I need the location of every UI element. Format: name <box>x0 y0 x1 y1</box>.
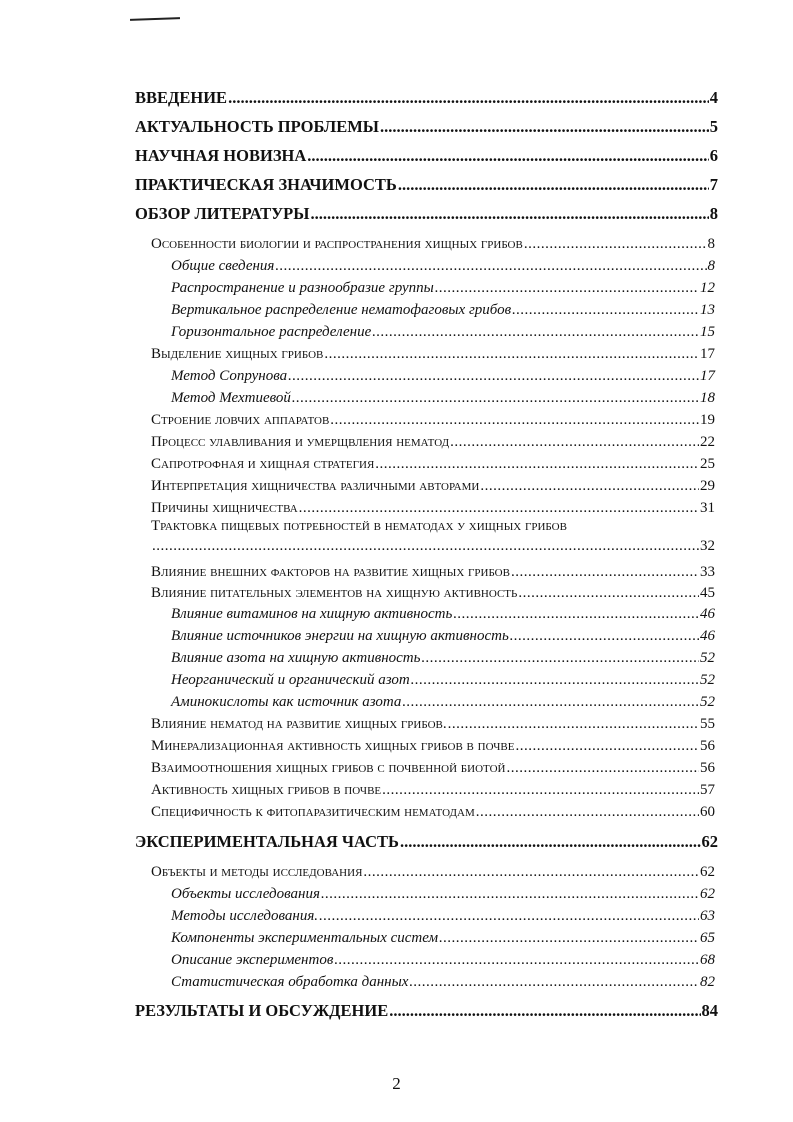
toc-entry-label: Методы исследования. <box>171 908 319 924</box>
toc-entry-page: 45 <box>700 585 715 601</box>
toc-entry-page: 6 <box>709 146 718 165</box>
toc-entry-label: Трактовка пищевых потребностей в нематодах у хищных грибов <box>151 518 567 534</box>
toc-entry[interactable] <box>171 324 715 341</box>
toc-entry-page: 13 <box>700 302 715 318</box>
dot-leader <box>421 650 699 667</box>
toc-entry-label: Особенности биологии и распространения хищных грибов <box>151 236 523 252</box>
toc-entry-label: Специфичность к фитопаразитическим нематодам <box>151 804 475 820</box>
toc-entry-label: Влияние источников энергии на хищную активность <box>171 628 509 644</box>
toc-entry[interactable] <box>171 628 715 645</box>
toc-entry-page: 56 <box>700 738 715 754</box>
dot-leader <box>372 324 699 341</box>
toc-entry[interactable] <box>171 930 715 947</box>
toc-entry[interactable] <box>171 886 715 903</box>
toc-entry[interactable] <box>171 952 715 969</box>
toc-entry-label: Вертикальное распределение нематофаговых грибов <box>171 302 512 318</box>
toc-entry[interactable] <box>151 804 715 821</box>
dot-leader <box>518 585 699 602</box>
toc-entry[interactable] <box>151 518 715 558</box>
dot-leader <box>319 908 699 925</box>
toc-entry-page: 25 <box>700 456 715 472</box>
toc-entry-label: Влияние витаминов на хищную активность <box>171 606 453 622</box>
toc-entry[interactable] <box>171 908 715 925</box>
toc-entry[interactable] <box>151 412 715 429</box>
toc-entry-label: Описание экспериментов <box>171 952 334 968</box>
toc-entry[interactable] <box>151 760 715 777</box>
toc-entry-label: Сапротрофная и хищная стратегия <box>151 456 375 472</box>
toc-entry-page: 5 <box>709 117 718 136</box>
dot-leader <box>480 478 699 495</box>
toc-entry-label: РЕЗУЛЬТАТЫ И ОБСУЖДЕНИЕ <box>135 1001 389 1020</box>
toc-entry[interactable] <box>151 864 715 881</box>
dot-leader <box>512 302 699 319</box>
toc-entry-label: Аминокислоты как источник азота <box>171 694 402 710</box>
dot-leader <box>398 175 709 195</box>
toc-entry[interactable] <box>151 738 715 755</box>
toc-entry[interactable] <box>171 368 715 385</box>
toc-entry-label: ПРАКТИЧЕСКАЯ ЗНАЧИМОСТЬ <box>135 175 397 194</box>
toc-entry-novelty[interactable] <box>135 146 718 166</box>
dot-leader <box>511 564 699 581</box>
toc-entry-label: Метод Сопрунова <box>171 368 288 384</box>
toc-entry-label: ЭКСПЕРИМЕНТАЛЬНАЯ ЧАСТЬ <box>135 832 399 851</box>
dot-leader <box>411 672 699 689</box>
dot-leader <box>330 412 699 429</box>
page-number: 2 <box>392 1074 401 1093</box>
toc-entry-label: НАУЧНАЯ НОВИЗНА <box>135 146 307 165</box>
toc-entry-label: ВВЕДЕНИЕ <box>135 88 228 107</box>
toc-entry[interactable] <box>151 564 715 581</box>
toc-entry-page: 62 <box>700 886 715 902</box>
toc-entry-page: 17 <box>700 346 715 362</box>
toc-entry-page: 52 <box>700 650 715 666</box>
dot-leader <box>275 258 706 275</box>
toc-entry[interactable] <box>171 694 715 711</box>
toc-entry-label: Метод Мехтиевой <box>171 390 291 406</box>
dot-leader <box>334 952 699 969</box>
toc-entry-label: Влияние нематод на развитие хищных грибов. <box>151 716 447 732</box>
dot-leader <box>453 606 699 623</box>
toc-entry[interactable] <box>151 434 715 451</box>
toc-entry[interactable] <box>171 672 715 689</box>
toc-entry-page: 63 <box>700 908 715 924</box>
dot-leader <box>299 500 699 517</box>
toc-entry-label: Минерализационная активность хищных грибов в почве <box>151 738 515 754</box>
toc-entry-page: 52 <box>700 672 715 688</box>
dot-leader <box>439 930 699 947</box>
toc-entry[interactable] <box>171 280 715 297</box>
toc-entry-label: Общие сведения <box>171 258 275 274</box>
toc-entry-page: 82 <box>700 974 715 990</box>
toc-entry[interactable] <box>151 500 715 517</box>
toc-entry[interactable] <box>171 606 715 623</box>
toc-entry-label: Влияние питательных элементов на хищную активность <box>151 585 518 601</box>
toc-entry-label: Компоненты экспериментальных систем <box>171 930 439 946</box>
toc-entry-page: 62 <box>700 864 715 880</box>
toc-entry-page: 55 <box>700 716 715 732</box>
toc-entry-page: 46 <box>700 628 715 644</box>
toc-entry[interactable] <box>151 236 715 253</box>
toc-entry-label: Объекты и методы исследования <box>151 864 363 880</box>
toc-entry-page: 12 <box>700 280 715 296</box>
toc-entry-page: 19 <box>700 412 715 428</box>
dot-leader <box>450 434 699 451</box>
toc-entry-label: Причины хищничества <box>151 500 298 516</box>
dot-leader <box>228 88 709 108</box>
toc-entry-label: Объекты исследования <box>171 886 320 902</box>
dot-leader <box>292 390 699 407</box>
toc-entry-label: Интерпретация хищничества различными авторами <box>151 478 480 494</box>
dot-leader <box>363 864 699 881</box>
toc-entry-page: 29 <box>700 478 715 494</box>
toc-entry-page: 46 <box>700 606 715 622</box>
dot-leader <box>400 832 701 852</box>
toc-entry-page: 62 <box>701 832 718 851</box>
dot-leader <box>152 538 699 555</box>
toc-entry[interactable] <box>171 974 715 991</box>
toc-entry[interactable] <box>151 346 715 363</box>
toc-entry-label: Выделение хищных грибов <box>151 346 324 362</box>
dot-leader <box>510 628 699 645</box>
toc-entry-page: 15 <box>700 324 715 340</box>
dot-leader <box>515 738 699 755</box>
toc-entry[interactable] <box>171 650 715 667</box>
dot-leader <box>375 456 699 473</box>
toc-entry-relevance[interactable] <box>135 117 718 137</box>
toc-entry-label: Активность хищных грибов в почве <box>151 782 382 798</box>
toc-entry-label: Неорганический и органический азот <box>171 672 410 688</box>
toc-entry-page: 84 <box>701 1001 718 1020</box>
toc-entry-results-and-discussion[interactable] <box>135 1001 718 1021</box>
dot-leader <box>448 716 699 733</box>
toc-entry-page: 18 <box>700 390 715 406</box>
toc-entry[interactable] <box>151 478 715 495</box>
dot-leader <box>476 804 699 821</box>
toc-entry-literature-review[interactable] <box>135 204 718 224</box>
toc-entry-label: Процесс улавливания и умерщвления нематод <box>151 434 450 450</box>
dot-leader <box>380 117 709 137</box>
dot-leader <box>324 346 699 363</box>
dot-leader <box>288 368 699 385</box>
toc-entry-label: Распространение и разнообразие группы <box>171 280 434 296</box>
toc-entry-page: 31 <box>700 500 715 516</box>
toc-entry-page: 56 <box>700 760 715 776</box>
toc-entry-page: 32 <box>700 538 715 554</box>
toc-entry[interactable] <box>151 456 715 473</box>
toc-entry-label: ОБЗОР ЛИТЕРАТУРЫ <box>135 204 310 223</box>
dot-leader <box>310 204 708 224</box>
toc-entry-label: Строение ловчих аппаратов <box>151 412 330 428</box>
toc-entry-label: Статистическая обработка данных <box>171 974 409 990</box>
toc-entry-page: 4 <box>709 88 718 107</box>
toc-entry[interactable] <box>171 258 715 275</box>
toc-entry[interactable] <box>171 390 715 407</box>
toc-entry-page: 7 <box>709 175 718 194</box>
toc-entry-page: 17 <box>700 368 715 384</box>
dot-leader <box>506 760 699 777</box>
toc-entry-label: Горизонтальное распределение <box>171 324 372 340</box>
toc-entry-page: 8 <box>707 258 715 274</box>
toc-entry[interactable] <box>151 782 715 799</box>
toc-entry-page: 22 <box>700 434 715 450</box>
toc-entry-page: 60 <box>700 804 715 820</box>
dot-leader <box>402 694 699 711</box>
dot-leader <box>307 146 708 166</box>
dot-leader <box>389 1001 700 1021</box>
toc-entry-page: 33 <box>700 564 715 580</box>
toc-entry[interactable] <box>151 585 715 602</box>
toc-entry-label: Влияние азота на хищную активность <box>171 650 421 666</box>
toc-entry-experimental-part[interactable] <box>135 832 718 852</box>
toc-entry-page: 65 <box>700 930 715 946</box>
toc-entry-page: 8 <box>709 204 718 223</box>
toc-entry-page: 52 <box>700 694 715 710</box>
toc-entry-introduction[interactable] <box>135 88 718 108</box>
toc-entry-practical-significance[interactable] <box>135 175 718 195</box>
toc-entry[interactable] <box>151 716 715 733</box>
toc-entry[interactable] <box>171 302 715 319</box>
toc-entry-page: 68 <box>700 952 715 968</box>
dot-leader <box>524 236 707 253</box>
toc-entry-page: 8 <box>707 236 715 252</box>
dot-leader <box>382 782 699 799</box>
toc-entry-page: 57 <box>700 782 715 798</box>
toc-entry-label: Влияние внешних факторов на развитие хищных грибов <box>151 564 510 580</box>
toc-entry-label: Взаимоотношения хищных грибов с почвенной биотой <box>151 760 506 776</box>
dot-leader <box>435 280 699 297</box>
dot-leader <box>321 886 699 903</box>
toc-entry-label: АКТУАЛЬНОСТЬ ПРОБЛЕМЫ <box>135 117 380 136</box>
dot-leader <box>409 974 699 991</box>
